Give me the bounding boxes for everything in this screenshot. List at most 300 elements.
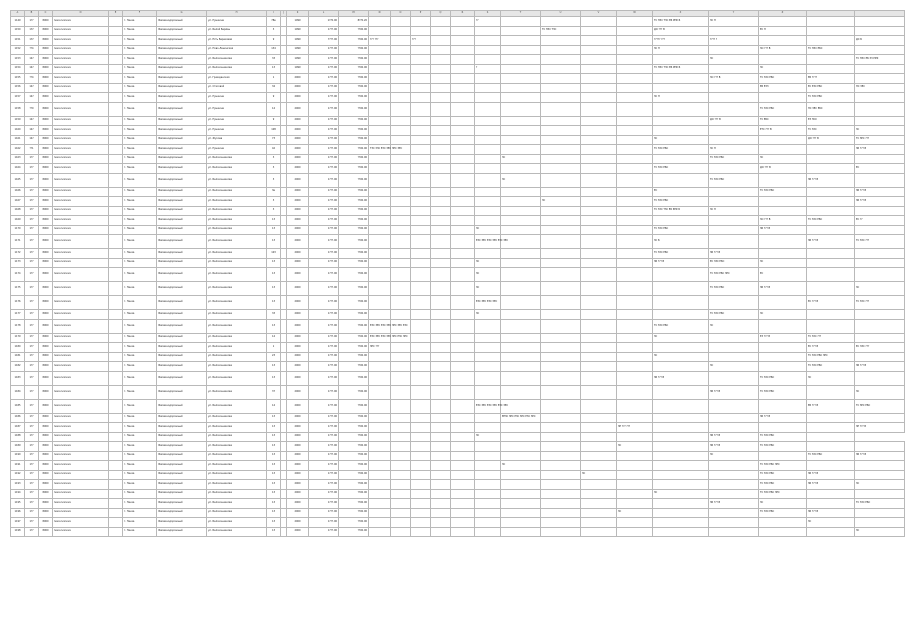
table-cell[interactable]: ул. Белоконникова: [207, 296, 267, 310]
table-cell[interactable]: 1163: [11, 154, 25, 164]
table-cell[interactable]: 2000: [287, 527, 309, 537]
table-cell[interactable]: ЗБ ??? В: [807, 470, 855, 480]
table-cell[interactable]: [109, 371, 123, 385]
table-cell[interactable]: [807, 187, 855, 197]
table-cell[interactable]: [807, 164, 855, 174]
table-cell[interactable]: ЗС: [759, 310, 807, 320]
table-cell[interactable]: ул. Белоконникова: [207, 55, 267, 65]
table-cell[interactable]: [475, 216, 501, 226]
table-cell[interactable]: ЕЗС ЗЕС ЕЗС ЗЕС: [369, 319, 391, 333]
table-cell[interactable]: [709, 343, 759, 353]
table-cell[interactable]: г. Пенза: [123, 258, 157, 268]
table-cell[interactable]: [653, 116, 709, 126]
table-cell[interactable]: [391, 36, 411, 46]
table-cell[interactable]: [617, 461, 653, 471]
table-cell[interactable]: г. Пенза: [123, 362, 157, 372]
table-cell[interactable]: [709, 489, 759, 499]
table-cell[interactable]: ул. Белоконникова: [207, 442, 267, 452]
table-cell[interactable]: [709, 352, 759, 362]
table-cell[interactable]: ул. Белоконникова: [207, 432, 267, 442]
table-cell[interactable]: [411, 461, 431, 471]
table-cell[interactable]: [109, 126, 123, 136]
table-cell[interactable]: [541, 164, 581, 174]
table-cell[interactable]: [451, 527, 475, 537]
table-cell[interactable]: 8900: [39, 173, 53, 187]
table-cell[interactable]: ЗС: [855, 527, 905, 537]
table-cell[interactable]: [475, 83, 501, 93]
table-cell[interactable]: ???? ?: [709, 36, 759, 46]
table-cell[interactable]: [475, 164, 501, 174]
table-cell[interactable]: [807, 282, 855, 296]
table-cell[interactable]: ЗБ ??? В: [807, 508, 855, 518]
table-cell[interactable]: Ivana Ivanova: [53, 508, 109, 518]
table-cell[interactable]: 1???.00: [309, 45, 339, 55]
table-cell[interactable]: ТС ЗЕС ЕБС: [855, 399, 905, 413]
table-cell[interactable]: [709, 423, 759, 433]
table-cell[interactable]: [581, 126, 617, 136]
table-cell[interactable]: [391, 225, 411, 235]
table-cell[interactable]: [807, 489, 855, 499]
table-cell[interactable]: 1???.00: [309, 145, 339, 155]
table-cell[interactable]: 14?: [25, 116, 39, 126]
table-cell[interactable]: ??4: [25, 45, 39, 55]
table-cell[interactable]: 8900: [39, 352, 53, 362]
table-cell[interactable]: [855, 442, 905, 452]
table-cell[interactable]: [391, 385, 411, 399]
table-cell[interactable]: ЗБ ??? В: [759, 413, 807, 423]
table-cell[interactable]: [451, 102, 475, 116]
table-cell[interactable]: [541, 362, 581, 372]
table-cell[interactable]: 1???.00: [309, 499, 339, 509]
table-cell[interactable]: [369, 399, 391, 413]
table-cell[interactable]: ??00.00: [339, 26, 369, 36]
table-cell[interactable]: Железнодорожный: [157, 480, 207, 490]
table-cell[interactable]: ПС ЗЕС: [855, 83, 905, 93]
table-cell[interactable]: 1153: [11, 55, 25, 65]
table-cell[interactable]: [501, 249, 541, 259]
table-cell[interactable]: Железнодорожный: [157, 258, 207, 268]
table-cell[interactable]: ЗС: [475, 310, 501, 320]
table-cell[interactable]: [451, 333, 475, 343]
table-cell[interactable]: [617, 249, 653, 259]
table-cell[interactable]: ул. Белоконникова: [207, 499, 267, 509]
table-cell[interactable]: [709, 26, 759, 36]
table-cell[interactable]: 1166: [11, 187, 25, 197]
table-cell[interactable]: ??00.00: [339, 310, 369, 320]
table-cell[interactable]: 8900: [39, 451, 53, 461]
table-cell[interactable]: [451, 197, 475, 207]
table-cell[interactable]: ЕЗ ПСС: [807, 116, 855, 126]
table-cell[interactable]: [451, 55, 475, 65]
table-cell[interactable]: 13: [267, 527, 281, 537]
table-cell[interactable]: Ivana Ivanova: [53, 352, 109, 362]
table-cell[interactable]: [581, 310, 617, 320]
table-cell[interactable]: 1999: [287, 55, 309, 65]
table-cell[interactable]: [109, 432, 123, 442]
table-cell[interactable]: [451, 319, 475, 333]
table-cell[interactable]: [581, 385, 617, 399]
table-cell[interactable]: ул. Белоконникова: [207, 249, 267, 259]
table-cell[interactable]: г. Пенза: [123, 187, 157, 197]
table-cell[interactable]: [391, 527, 411, 537]
table-cell[interactable]: [501, 296, 541, 310]
table-cell[interactable]: [855, 352, 905, 362]
table-cell[interactable]: [109, 216, 123, 226]
table-cell[interactable]: ??00.00: [339, 480, 369, 490]
table-cell[interactable]: [431, 385, 451, 399]
table-cell[interactable]: 8900: [39, 225, 53, 235]
table-cell[interactable]: ??1: [25, 145, 39, 155]
table-cell[interactable]: [411, 423, 431, 433]
table-cell[interactable]: 1???.00: [309, 371, 339, 385]
table-cell[interactable]: 13: [267, 451, 281, 461]
table-cell[interactable]: [109, 83, 123, 93]
table-cell[interactable]: ЗС: [617, 508, 653, 518]
table-cell[interactable]: [617, 55, 653, 65]
table-cell[interactable]: ??00.00: [339, 451, 369, 461]
table-cell[interactable]: [411, 480, 431, 490]
table-cell[interactable]: Ivana Ivanova: [53, 126, 109, 136]
table-cell[interactable]: Железнодорожный: [157, 399, 207, 413]
table-cell[interactable]: [451, 385, 475, 399]
table-cell[interactable]: ДО ??? В: [807, 135, 855, 145]
table-cell[interactable]: [431, 451, 451, 461]
table-cell[interactable]: [475, 116, 501, 126]
table-cell[interactable]: 1??: [25, 225, 39, 235]
table-cell[interactable]: 2000: [287, 268, 309, 282]
table-cell[interactable]: [369, 489, 391, 499]
table-cell[interactable]: [759, 527, 807, 537]
table-cell[interactable]: [391, 399, 411, 413]
table-cell[interactable]: [431, 102, 451, 116]
table-cell[interactable]: Железнодорожный: [157, 45, 207, 55]
table-cell[interactable]: [109, 36, 123, 46]
table-cell[interactable]: 1??: [25, 423, 39, 433]
table-cell[interactable]: ЕБ ЕЗЗ: [759, 83, 807, 93]
table-cell[interactable]: [475, 451, 501, 461]
table-cell[interactable]: [475, 470, 501, 480]
table-cell[interactable]: [109, 442, 123, 452]
table-cell[interactable]: [501, 508, 541, 518]
table-cell[interactable]: ул. Белоконникова: [207, 197, 267, 207]
table-cell[interactable]: [391, 26, 411, 36]
table-cell[interactable]: ??00.00: [339, 102, 369, 116]
table-cell[interactable]: [709, 164, 759, 174]
table-cell[interactable]: ЗС: [709, 55, 759, 65]
table-cell[interactable]: ????? ???: [653, 36, 709, 46]
table-cell[interactable]: [451, 480, 475, 490]
table-cell[interactable]: ул. Белоконникова: [207, 470, 267, 480]
table-cell[interactable]: ЗО ??? В: [709, 74, 759, 84]
table-cell[interactable]: [541, 343, 581, 353]
table-cell[interactable]: 2000: [287, 480, 309, 490]
table-cell[interactable]: [709, 135, 759, 145]
table-cell[interactable]: [109, 197, 123, 207]
table-cell[interactable]: г. Пенза: [123, 296, 157, 310]
table-cell[interactable]: [475, 319, 501, 333]
table-cell[interactable]: ул. Белоконникова: [207, 518, 267, 528]
table-cell[interactable]: [541, 235, 581, 249]
table-cell[interactable]: [709, 333, 759, 343]
table-cell[interactable]: Железнодорожный: [157, 102, 207, 116]
table-cell[interactable]: 33: [267, 310, 281, 320]
table-cell[interactable]: ТС ЗЗС ЕБС ЗЕС: [807, 352, 855, 362]
table-cell[interactable]: 8900: [39, 282, 53, 296]
table-cell[interactable]: [855, 371, 905, 385]
table-cell[interactable]: [501, 470, 541, 480]
table-cell[interactable]: [653, 470, 709, 480]
table-cell[interactable]: 1???.00: [309, 135, 339, 145]
table-cell[interactable]: [391, 126, 411, 136]
table-cell[interactable]: ТС ЗЗС ЕБС: [807, 93, 855, 103]
table-cell[interactable]: 1999: [287, 36, 309, 46]
table-cell[interactable]: [617, 282, 653, 296]
table-cell[interactable]: 13: [267, 268, 281, 282]
table-cell[interactable]: [501, 527, 541, 537]
table-cell[interactable]: 1???.00: [309, 102, 339, 116]
table-cell[interactable]: [475, 154, 501, 164]
table-cell[interactable]: 1??: [25, 17, 39, 27]
table-cell[interactable]: [617, 527, 653, 537]
table-cell[interactable]: [431, 518, 451, 528]
table-cell[interactable]: [411, 518, 431, 528]
table-cell[interactable]: Железнодорожный: [157, 268, 207, 282]
table-cell[interactable]: ??00.00: [339, 518, 369, 528]
table-cell[interactable]: [617, 216, 653, 226]
table-cell[interactable]: ул. Белоконникова: [207, 310, 267, 320]
table-cell[interactable]: [581, 423, 617, 433]
table-cell[interactable]: 2000: [287, 413, 309, 423]
table-cell[interactable]: [109, 489, 123, 499]
table-cell[interactable]: 8900: [39, 508, 53, 518]
table-cell[interactable]: 1???.00: [309, 518, 339, 528]
table-cell[interactable]: 1??: [25, 173, 39, 187]
table-cell[interactable]: ??0: [25, 102, 39, 116]
table-cell[interactable]: ЕЗС ЗЕС ЕЗС ЗЕС: [369, 333, 391, 343]
table-cell[interactable]: 1184: [11, 385, 25, 399]
table-cell[interactable]: Железнодорожный: [157, 461, 207, 471]
table-cell[interactable]: 9: [267, 36, 281, 46]
table-cell[interactable]: г. Пенза: [123, 333, 157, 343]
table-cell[interactable]: ЕЗС ЗЕС ЕЗС ЗЕС ЕЗС ЗЕС: [475, 235, 501, 249]
table-cell[interactable]: 1???.00: [309, 74, 339, 84]
table-cell[interactable]: ??00.00: [339, 399, 369, 413]
table-cell[interactable]: [411, 216, 431, 226]
table-cell[interactable]: 1179: [11, 333, 25, 343]
table-cell[interactable]: [411, 296, 431, 310]
table-cell[interactable]: [109, 319, 123, 333]
table-cell[interactable]: [451, 154, 475, 164]
table-cell[interactable]: 1??: [25, 489, 39, 499]
table-cell[interactable]: 13: [267, 64, 281, 74]
table-cell[interactable]: 13: [267, 489, 281, 499]
table-cell[interactable]: [391, 83, 411, 93]
table-cell[interactable]: 1??0.00: [309, 17, 339, 27]
table-cell[interactable]: 8900: [39, 480, 53, 490]
table-cell[interactable]: ??00.00: [339, 258, 369, 268]
table-cell[interactable]: 8900: [39, 268, 53, 282]
table-cell[interactable]: [541, 93, 581, 103]
table-cell[interactable]: 1??: [25, 480, 39, 490]
table-cell[interactable]: Ivana Ivanova: [53, 216, 109, 226]
table-cell[interactable]: [411, 310, 431, 320]
table-cell[interactable]: [391, 518, 411, 528]
table-cell[interactable]: ЗС: [653, 489, 709, 499]
table-cell[interactable]: [581, 442, 617, 452]
table-cell[interactable]: [581, 399, 617, 413]
table-cell[interactable]: ул. Белоконникова: [207, 319, 267, 333]
column-header[interactable]: K: [287, 11, 309, 17]
table-cell[interactable]: ул. Белоконникова: [207, 489, 267, 499]
table-cell[interactable]: ??00.00: [339, 352, 369, 362]
table-cell[interactable]: [617, 145, 653, 155]
table-cell[interactable]: 1???.00: [309, 362, 339, 372]
table-cell[interactable]: [541, 173, 581, 187]
table-cell[interactable]: ТС ЗЗС ЕБС: [759, 371, 807, 385]
table-cell[interactable]: [369, 296, 391, 310]
table-cell[interactable]: 13: [267, 432, 281, 442]
table-cell[interactable]: [709, 518, 759, 528]
column-header[interactable]: X: [653, 11, 709, 17]
table-cell[interactable]: 13: [267, 480, 281, 490]
table-cell[interactable]: 8900: [39, 55, 53, 65]
table-cell[interactable]: [541, 116, 581, 126]
table-cell[interactable]: [451, 499, 475, 509]
table-cell[interactable]: 1??: [25, 310, 39, 320]
table-cell[interactable]: ТС ЗЗС ЕБС: [759, 470, 807, 480]
table-cell[interactable]: ТС ЕБС: [759, 116, 807, 126]
table-cell[interactable]: [411, 187, 431, 197]
table-cell[interactable]: [109, 296, 123, 310]
table-cell[interactable]: Железнодорожный: [157, 296, 207, 310]
table-cell[interactable]: 2000: [287, 135, 309, 145]
table-cell[interactable]: [431, 319, 451, 333]
table-cell[interactable]: [653, 282, 709, 296]
table-cell[interactable]: [451, 26, 475, 36]
table-cell[interactable]: 14?: [25, 135, 39, 145]
table-cell[interactable]: [581, 225, 617, 235]
table-cell[interactable]: [451, 451, 475, 461]
table-cell[interactable]: [709, 235, 759, 249]
table-cell[interactable]: [369, 310, 391, 320]
table-cell[interactable]: [109, 499, 123, 509]
table-cell[interactable]: [431, 45, 451, 55]
table-cell[interactable]: [109, 362, 123, 372]
table-cell[interactable]: ул. Белоконникова: [207, 216, 267, 226]
table-cell[interactable]: ТС ЗЗС ЕБС: [653, 145, 709, 155]
table-cell[interactable]: [541, 451, 581, 461]
table-cell[interactable]: [451, 83, 475, 93]
table-cell[interactable]: ??00.00: [339, 93, 369, 103]
table-cell[interactable]: 8900: [39, 423, 53, 433]
table-cell[interactable]: Ivana Ivanova: [53, 282, 109, 296]
table-cell[interactable]: 1161: [11, 135, 25, 145]
table-cell[interactable]: [451, 258, 475, 268]
table-cell[interactable]: Железнодорожный: [157, 442, 207, 452]
table-cell[interactable]: ул. Белоконникова: [207, 206, 267, 216]
table-cell[interactable]: [581, 197, 617, 207]
table-cell[interactable]: ??00.00: [339, 489, 369, 499]
table-cell[interactable]: ЗС П: [709, 206, 759, 216]
table-cell[interactable]: [617, 74, 653, 84]
table-cell[interactable]: ЗО ??? В: [759, 216, 807, 226]
table-cell[interactable]: [109, 164, 123, 174]
table-cell[interactable]: г. Пенза: [123, 17, 157, 27]
table-cell[interactable]: [411, 17, 431, 27]
table-cell[interactable]: [431, 258, 451, 268]
table-cell[interactable]: ??00.00: [339, 225, 369, 235]
table-cell[interactable]: [581, 489, 617, 499]
table-cell[interactable]: [431, 26, 451, 36]
table-cell[interactable]: Ivana Ivanova: [53, 235, 109, 249]
table-cell[interactable]: Ivana Ivanova: [53, 268, 109, 282]
table-cell[interactable]: [617, 413, 653, 423]
table-cell[interactable]: 1???.00: [309, 249, 339, 259]
table-cell[interactable]: [451, 116, 475, 126]
table-cell[interactable]: 1190: [11, 451, 25, 461]
table-cell[interactable]: ПС ЗЕС ЕБС: [807, 102, 855, 116]
table-cell[interactable]: [541, 225, 581, 235]
table-cell[interactable]: Ivana Ivanova: [53, 518, 109, 528]
table-cell[interactable]: 103: [267, 249, 281, 259]
table-cell[interactable]: [709, 480, 759, 490]
table-cell[interactable]: [855, 489, 905, 499]
table-cell[interactable]: 1???.00: [309, 489, 339, 499]
table-cell[interactable]: ???: [411, 36, 431, 46]
table-cell[interactable]: [411, 442, 431, 452]
table-cell[interactable]: [451, 249, 475, 259]
table-cell[interactable]: Ivana Ivanova: [53, 296, 109, 310]
column-header[interactable]: Y: [709, 11, 759, 17]
table-cell[interactable]: [759, 197, 807, 207]
table-cell[interactable]: [475, 126, 501, 136]
table-cell[interactable]: [411, 470, 431, 480]
table-cell[interactable]: ЗБ ??? В: [709, 249, 759, 259]
table-cell[interactable]: [109, 45, 123, 55]
column-header[interactable]: H: [207, 11, 267, 17]
table-cell[interactable]: [581, 55, 617, 65]
column-header[interactable]: B: [25, 11, 39, 17]
table-cell[interactable]: 1165: [11, 173, 25, 187]
table-cell[interactable]: [581, 282, 617, 296]
table-cell[interactable]: 1170: [11, 225, 25, 235]
table-cell[interactable]: [653, 508, 709, 518]
table-cell[interactable]: [109, 352, 123, 362]
table-cell[interactable]: 1??: [25, 499, 39, 509]
table-cell[interactable]: Железнодорожный: [157, 282, 207, 296]
table-cell[interactable]: ул. Пушкина: [207, 116, 267, 126]
table-cell[interactable]: [541, 268, 581, 282]
table-cell[interactable]: [501, 282, 541, 296]
table-cell[interactable]: Железнодорожный: [157, 413, 207, 423]
table-cell[interactable]: 8900: [39, 36, 53, 46]
table-cell[interactable]: [431, 93, 451, 103]
table-cell[interactable]: ЗС: [855, 126, 905, 136]
table-cell[interactable]: 1???.00: [309, 235, 339, 249]
table-cell[interactable]: 1180: [11, 343, 25, 353]
table-cell[interactable]: [391, 135, 411, 145]
table-cell[interactable]: г. Пенза: [123, 399, 157, 413]
table-cell[interactable]: [431, 461, 451, 471]
table-cell[interactable]: [541, 423, 581, 433]
table-cell[interactable]: [369, 154, 391, 164]
table-cell[interactable]: ЗО ??? В: [759, 45, 807, 55]
table-cell[interactable]: 1???.00: [309, 164, 339, 174]
table-cell[interactable]: [501, 164, 541, 174]
table-cell[interactable]: [475, 343, 501, 353]
table-cell[interactable]: 2000: [287, 249, 309, 259]
table-cell[interactable]: ул. Белоконникова: [207, 225, 267, 235]
